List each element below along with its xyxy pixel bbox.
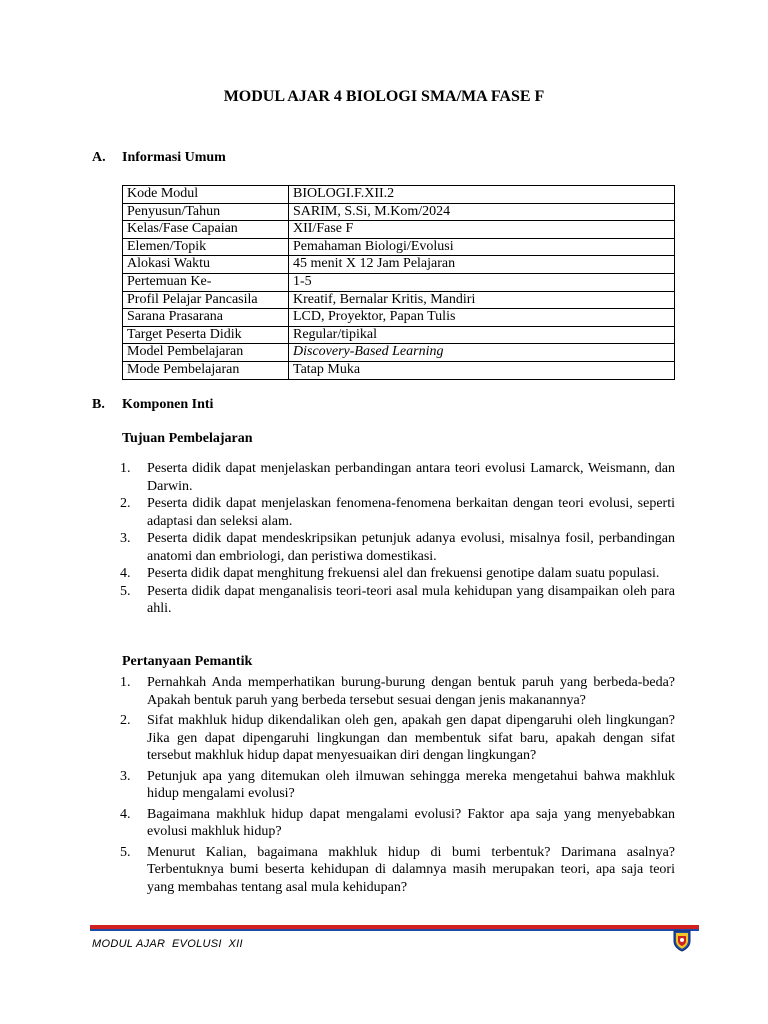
list-item (92, 495, 675, 530)
table-value: Regular/tipikal (289, 326, 675, 344)
table-key: Elemen/Topik (123, 238, 289, 256)
section-b-letter: B. (92, 397, 105, 412)
table-value: Tatap Muka (289, 361, 675, 379)
section-a-title: Informasi Umum (122, 150, 226, 165)
table-value: Kreatif, Bernalar Kritis, Mandiri (289, 291, 675, 309)
list-text: Menurut Kalian, bagaimana makhluk hidup di bumi terbentuk? Darimana asalnya? Terbentuknya bumi beserta kehidupan di dalamnya masih merupakan teori, apa saja teori yang membahas tentang asal mula kehidupan? (147, 844, 675, 895)
table-value: XII/Fase F (289, 221, 675, 239)
list-text: Bagaimana makhluk hidup dapat mengalami evolusi? Faktor apa saja yang menyebabkan evolusi makhluk hidup? (147, 806, 675, 839)
section-b-heading (92, 397, 213, 413)
document-title: MODUL AJAR 4 BIOLOGI SMA/MA FASE F (223, 88, 545, 105)
table-key: Target Peserta Didik (123, 326, 289, 344)
table-key: Sarana Prasarana (123, 309, 289, 327)
table-key: Alokasi Waktu (123, 256, 289, 274)
list-number: 3. (120, 531, 131, 546)
table-key: Kode Modul (123, 186, 289, 204)
table-row (123, 309, 675, 327)
list-text: Sifat makhluk hidup dikendalikan oleh gen, apakah gen dapat dipengaruhi oleh lingkungan? Jika gen dapat dipengaruhi lingkungan dan membentuk sifat baru, apakah dengan sifat tersebut makhluk hidup dapat menyesuaikan diri dengan lingkungan? (147, 713, 675, 763)
table-value: Discovery-Based Learning (289, 344, 675, 362)
table-value: LCD, Proyektor, Papan Tulis (289, 309, 675, 327)
list-text: Peserta didik dapat mendeskripsikan petunjuk adanya evolusi, misalnya fosil, perbandingan anatomi dan embriologi, dan peristiwa domestikasi. (147, 531, 675, 564)
list-item (92, 806, 675, 841)
table-row (123, 344, 675, 362)
list-number: 4. (120, 566, 131, 581)
section-a-letter: A. (92, 150, 106, 165)
list-text: Peserta didik dapat menganalisis teori-teori asal mula kehidupan yang disampaikan oleh para ahli. (147, 583, 675, 616)
list-item (92, 460, 675, 495)
list-number: 5. (120, 583, 131, 599)
table-key: Penyusun/Tahun (123, 203, 289, 221)
footer-title: MODUL AJAR EVOLUSI XII (92, 938, 243, 950)
list-text: Petunjuk apa yang ditemukan oleh ilmuwan sehingga mereka mengetahui bahwa makhluk hidup mengalami evolusi? (147, 768, 675, 801)
table-row (123, 256, 675, 274)
list-item (92, 712, 675, 765)
list-number: 4. (120, 806, 131, 822)
table-value: BIOLOGI.F.XII.2 (289, 186, 675, 204)
list-number: 2. (120, 713, 131, 728)
list-number: 1. (120, 675, 131, 690)
table-key: Pertemuan Ke- (123, 273, 289, 291)
pertanyaan-list (92, 674, 675, 899)
table-row (123, 186, 675, 204)
table-row (123, 203, 675, 221)
info-table (122, 185, 675, 380)
list-item (92, 844, 675, 897)
table-key: Model Pembelajaran (123, 344, 289, 362)
list-item (92, 530, 675, 565)
table-row (123, 238, 675, 256)
table-value: SARIM, S.Si, M.Kom/2024 (289, 203, 675, 221)
list-text: Peserta didik dapat menghitung frekuensi alel dan frekuensi genotipe dalam suatu populasi. (147, 566, 660, 581)
table-row (123, 361, 675, 379)
table-row (123, 273, 675, 291)
footer-rule-blue (90, 929, 699, 931)
list-text: Peserta didik dapat menjelaskan perbandingan antara teori evolusi Lamarck, Weismann, dan Darwin. (147, 461, 675, 494)
table-key: Profil Pelajar Pancasila (123, 291, 289, 309)
list-item (92, 565, 675, 583)
list-number: 3. (120, 768, 131, 784)
table-key: Mode Pembelajaran (123, 361, 289, 379)
section-a-heading (92, 150, 226, 166)
table-value: 1-5 (289, 273, 675, 291)
tujuan-heading: Tujuan Pembelajaran (122, 431, 253, 446)
list-item (92, 768, 675, 803)
school-crest-icon (672, 930, 692, 952)
list-number: 5. (120, 844, 131, 860)
list-item (92, 674, 675, 709)
tujuan-list (92, 460, 675, 618)
table-value: Pemahaman Biologi/Evolusi (289, 238, 675, 256)
list-number: 2. (120, 496, 131, 511)
list-number: 1. (120, 461, 131, 476)
list-text: Peserta didik dapat menjelaskan fenomena-fenomena berkaitan dengan teori evolusi, seperti adaptasi dan seleksi alam. (147, 496, 675, 529)
table-key: Kelas/Fase Capaian (123, 221, 289, 239)
list-item (92, 583, 675, 618)
table-row (123, 291, 675, 309)
table-row (123, 326, 675, 344)
pertanyaan-heading: Pertanyaan Pemantik (122, 654, 253, 669)
table-value: 45 menit X 12 Jam Pelajaran (289, 256, 675, 274)
table-row (123, 221, 675, 239)
list-text: Pernahkah Anda memperhatikan burung-burung dengan bentuk paruh yang berbeda-beda? Apakah bentuk paruh yang berbeda tersebut sesuai dengan jenis makanannya? (147, 675, 675, 708)
section-b-title: Komponen Inti (122, 397, 214, 412)
